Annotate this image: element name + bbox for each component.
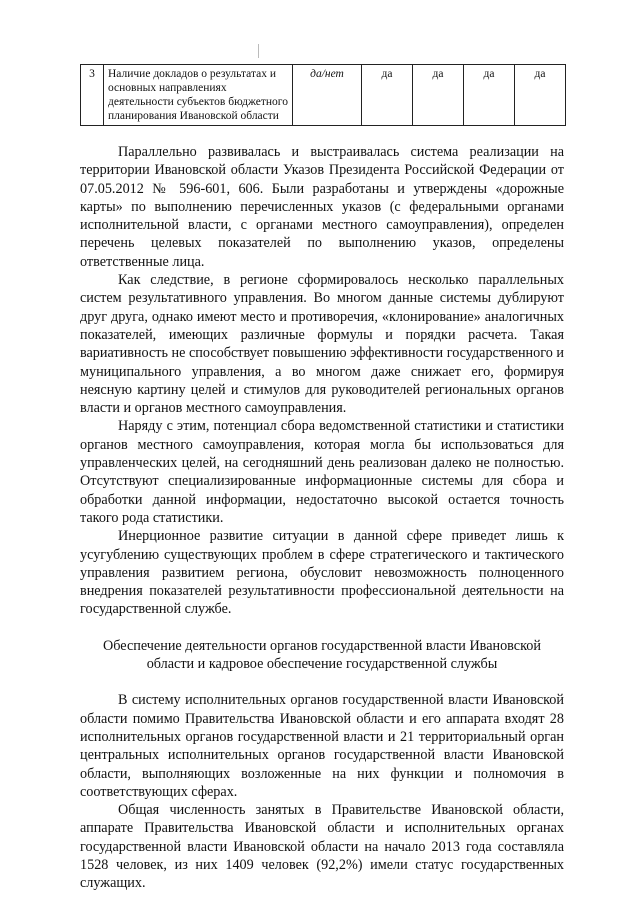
scan-artifact (258, 44, 259, 58)
document-body (80, 143, 564, 893)
indicators-table (80, 64, 566, 126)
paragraph-decrees: Параллельно развивалась и выстраивалась система реализации на территории Ивановской области Указов Президента Российской Федерации от 07.05.2012 № 596-601, 606. Были разработаны и утверждены «дорожные карты» по выполнению перечисленных указов (с федеральными органами исполнительной власти, с органами местного самоуправления), определен перечень целевых показателей по выполнению указов, определены ответственные лица. (80, 144, 564, 270)
paragraph-statistics: Наряду с этим, потенциал сбора ведомственной статистики и статистики органов местного самоуправления, которая могла бы использоваться для управленческих целей, на сегодняшний день реализован далеко не полностью. Отсутствуют специализированные информационные системы для сбора и обработки данной информации, недостаточно высокой остается точность такого рода статистики. (80, 418, 564, 526)
paragraph-parallel-systems: Как следствие, в регионе сформировалось несколько параллельных систем результативного управления. Во многом данные системы дублируют друг друга, однако имеют место и противоречия, «клонирование» аналогичных показателей, имеющих различные формулы и порядки расчета. Такая вариативность не способствует повышению эффективности государственного и муниципального управления, а во многом даже снижает его, формируя неясную картину целей и стимулов для руководителей региональных органов власти и органов местного самоуправления. (80, 272, 564, 417)
spacer (80, 619, 564, 637)
section-title: Обеспечение деятельности органов государственной власти Ивановской области и кадровое обеспечение государственной службы (103, 637, 541, 673)
row-value-2: да (413, 65, 464, 126)
row-value-4: да (515, 65, 566, 126)
row-unit: да/нет (293, 65, 362, 126)
table-row (81, 65, 566, 126)
row-indicator-text: Наличие докладов о результатах и основных направлениях деятельности субъектов бюджетного планирования Ивановской области (104, 65, 293, 126)
paragraph-executive-bodies: В систему исполнительных органов государственной власти Ивановской области помимо Правительства Ивановской области и его аппарата входят 28 исполнительных органов государственной власти и 21 территориальный орган центральных исполнительных органов государственной власти Ивановской области, выполняющих возложенные на них функции и полномочия в соответствующих сферах. (80, 692, 564, 800)
row-value-3: да (464, 65, 515, 126)
paragraph-inertial-development: Инерционное развитие ситуации в данной сфере приведет лишь к усугублению существующих проблем в сфере стратегического и тактического управления развитием региона, обусловит невозможность полноценного внедрения показателей результативности профессиональной деятельности на государственной службе. (80, 528, 564, 618)
row-value-1: да (362, 65, 413, 126)
spacer (80, 673, 564, 691)
paragraph-employee-count: Общая численность занятых в Правительстве Ивановской области, аппарате Правительства Ивановской области и исполнительных органах государственной власти Ивановской области на начало 2013 года составляла 1528 человек, из них 1409 человек (92,2%) имели статус государственных служащих. (80, 802, 564, 892)
row-number: 3 (81, 65, 104, 126)
